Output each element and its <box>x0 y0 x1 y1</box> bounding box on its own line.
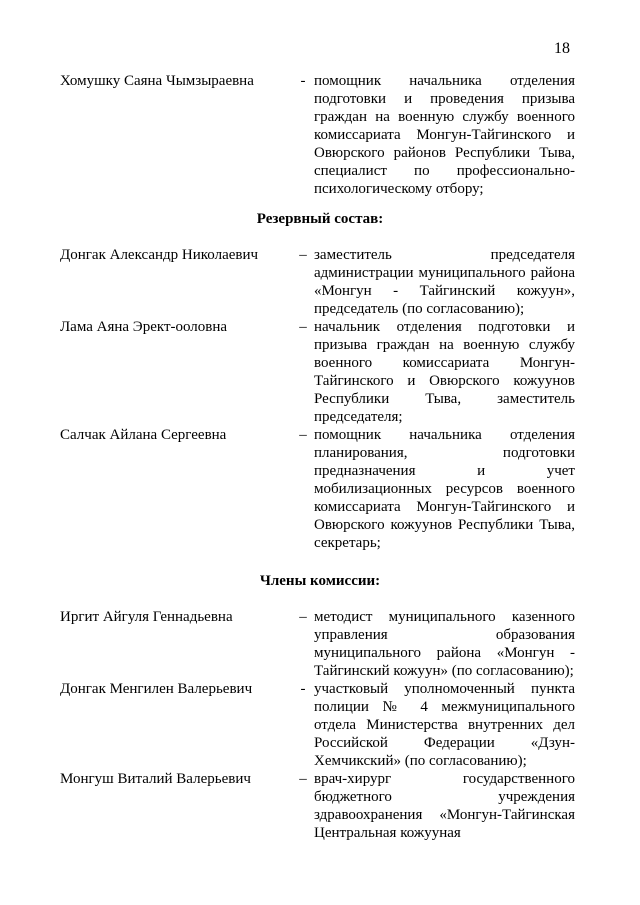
member-name: Хомушку Саяна Чымзыраевна <box>60 73 254 89</box>
dash: - <box>300 681 306 697</box>
member-name: Монгуш Виталий Валерьевич <box>60 771 251 787</box>
section-heading-members: Члены комиссии: <box>259 573 381 589</box>
member-name: Лама Аяна Эрект-ооловна <box>60 319 228 335</box>
entry-list-members <box>60 608 575 842</box>
list-item <box>60 246 575 318</box>
page-number: 18 <box>554 40 570 57</box>
list-item <box>60 608 575 680</box>
entry-list-top <box>60 72 575 198</box>
list-item <box>60 426 575 552</box>
entry-list-reserve <box>60 246 575 552</box>
list-item <box>60 680 575 770</box>
member-role: врач-хирург государственного бюджетного учреждения здравоохранения «Монгун-Тайгинская Центральная кожууная <box>314 771 575 841</box>
member-role: помощник начальника отделения подготовки и проведения призыва граждан на военную службу военного комиссариата Монгун-Тайгинского и Овюрского районов Республики Тыва, специалист по профессионально-психологическому отбору; <box>314 73 575 197</box>
member-name: Донгак Александр Николаевич <box>60 247 259 263</box>
member-name: Салчак Айлана Сергеевна <box>60 427 227 443</box>
dash: – <box>299 427 307 443</box>
list-item <box>60 770 575 842</box>
list-item <box>60 318 575 426</box>
dash: – <box>299 771 307 787</box>
member-role: методист муниципального казенного управления образования муниципального района «Монгун - Тайгинский кожуун» (по согласованию); <box>314 609 575 679</box>
member-role: участковый уполномоченный пункта полиции № 4 межмуниципального отдела Министерства внутренних дел Российской Федерации «Дзун-Хемчикский» (по согласованию); <box>314 681 575 769</box>
list-item <box>60 72 575 198</box>
member-role: начальник отделения подготовки и призыва граждан на военную службу военного комиссариата Монгун-Тайгинского и Овюрского кожуунов Республики Тыва, заместитель председателя; <box>314 319 575 425</box>
dash: – <box>299 247 307 263</box>
member-role: помощник начальника отделения планирования, подготовки предназначения и учет мобилизационных ресурсов военного комиссариата Монгун-Тайгинского и Овюрского кожуунов Республики Тыва, секретарь; <box>314 427 575 551</box>
member-role: заместитель председателя администрации муниципального района «Монгун - Тайгинский кожуун», председатель (по согласованию); <box>314 247 575 317</box>
dash: – <box>299 319 307 335</box>
member-name: Иргит Айгуля Геннадьевна <box>60 609 233 625</box>
dash: – <box>299 609 307 625</box>
member-name: Донгак Менгилен Валерьевич <box>60 681 253 697</box>
dash: - <box>300 73 306 89</box>
section-heading-reserve: Резервный состав: <box>256 211 384 227</box>
